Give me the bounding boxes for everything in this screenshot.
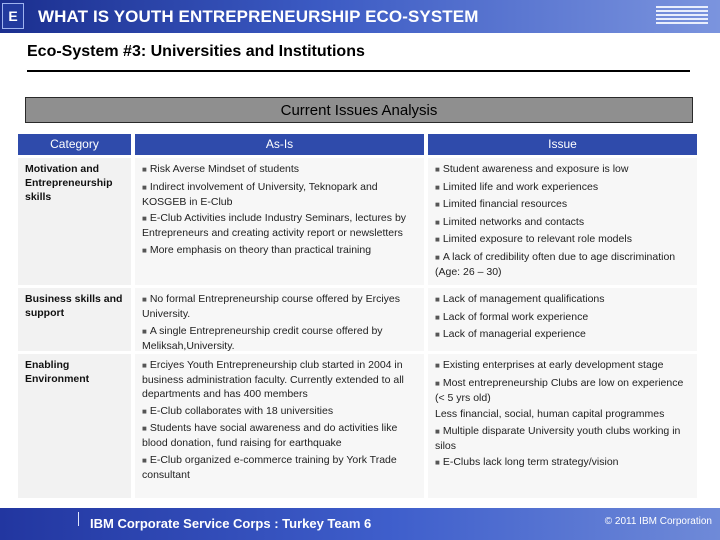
list-item: ■ Most entrepreneurship Clubs are low on experience (< 5 yrs old): [435, 376, 684, 404]
list-item: ■ E-Club collaborates with 18 universities: [142, 404, 334, 417]
subtitle-divider: [27, 70, 690, 72]
list-item: ■ E-Club organized e-commerce training by York Trade consultant: [142, 453, 397, 481]
issue-cell: [428, 158, 697, 285]
section-badge: E: [2, 3, 24, 29]
issue-cell: [428, 354, 697, 498]
table-row: [18, 288, 701, 351]
row-category: Motivation and Entrepreneurship skills: [18, 158, 131, 285]
as-is-cell: [135, 288, 424, 351]
list-item: ■ Limited life and work experiences: [435, 180, 599, 193]
list-item: ■ Lack of managerial experience: [435, 328, 586, 341]
list-item: ■ A single Entrepreneurship credit course offered by Meliksah,University.: [142, 324, 383, 352]
row-category: Business skills and support: [18, 288, 131, 351]
list-item: ■ No formal Entrepreneurship course offered by Erciyes University.: [142, 293, 401, 320]
list-item: ■ Indirect involvement of University, Teknopark and KOSGEB in E-Club: [142, 180, 378, 208]
list-item: ■ Multiple disparate University youth clubs working in silos: [435, 424, 681, 452]
list-item: ■ Students have social awareness and do activities like blood donation, fund raising for earthquake: [142, 422, 398, 450]
list-item: ■ Limited financial resources: [435, 198, 568, 211]
list-item: ■ More emphasis on theory than practical training: [142, 243, 372, 256]
header-as-is: As-Is: [135, 134, 424, 155]
footer-divider: [78, 512, 79, 526]
slide-title: WHAT IS YOUTH ENTREPRENEURSHIP ECO-SYSTEM: [38, 7, 479, 26]
list-item: ■ Lack of management qualifications: [435, 293, 605, 305]
ibm-logo: [656, 6, 708, 26]
list-item: ■ Existing enterprises at early development stage: [435, 359, 664, 371]
list-item: ■ Student awareness and exposure is low: [435, 163, 629, 175]
header-category: Category: [18, 134, 131, 155]
list-item: ■ A lack of credibility often due to age discrimination (Age: 26 – 30): [435, 250, 676, 278]
list-item: ■ Limited exposure to relevant role models: [435, 233, 632, 246]
table-row: [18, 354, 701, 498]
header-band: [0, 0, 720, 33]
slide-subtitle: Eco-System #3: Universities and Institutions: [27, 43, 365, 60]
list-item: ■ E-Clubs lack long term strategy/vision: [435, 456, 619, 469]
footer-team-label: IBM Corporate Service Corps : Turkey Team 6: [90, 516, 372, 531]
list-item: ■ Risk Averse Mindset of students: [142, 163, 300, 175]
table-row: [18, 158, 701, 285]
list-item: Less financial, social, human capital programmes: [435, 408, 665, 421]
analysis-title: Current Issues Analysis: [25, 97, 693, 123]
footer-copyright: © 2011 IBM Corporation: [604, 516, 712, 527]
header-issue: Issue: [428, 134, 697, 155]
ibm-logo-text: [664, 5, 701, 27]
row-category: Enabling Environment: [18, 354, 131, 498]
issues-table: [18, 134, 701, 498]
as-is-cell: [135, 158, 424, 285]
list-item: ■ Lack of formal work experience: [435, 310, 589, 323]
table-header-row: [18, 134, 701, 155]
issue-cell: [428, 288, 697, 351]
as-is-cell: [135, 354, 424, 498]
list-item: ■ E-Club Activities include Industry Seminars, lectures by Entrepreneurs and creating activity report or newsletters: [142, 212, 407, 240]
list-item: ■ Erciyes Youth Entrepreneurship club started in 2004 in business administration faculty. Currently extended to all departments and has 400 members: [142, 359, 404, 400]
footer-band: [0, 508, 720, 540]
list-item: ■ Limited networks and contacts: [435, 215, 585, 228]
